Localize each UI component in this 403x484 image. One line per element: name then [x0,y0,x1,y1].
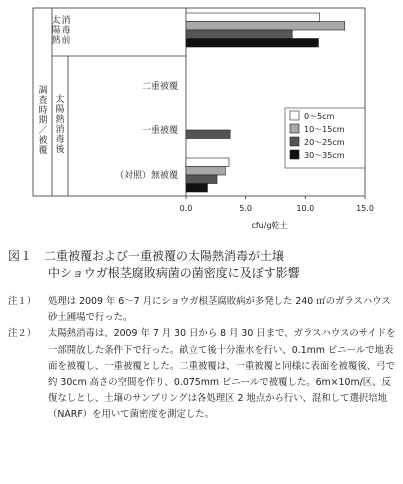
bar-1-0 [186,13,320,22]
legend-label-4: 30～35cm [304,151,345,160]
category-label-2: 一重被覆 [141,126,178,136]
bar-3-0 [186,30,292,39]
note-2 [8,326,396,423]
x-tick-label-2: 10.0 [296,204,315,213]
bar-1-3 [186,158,229,167]
group-label: 調査時期／被覆 [38,85,48,156]
category-label-3: （対照）無被覆 [114,171,178,181]
subgroup-label-before-2: 消毒前 [61,15,71,46]
x-tick-label-3: 15.0 [356,204,374,213]
caption-line-1: 図１ 二重被覆および一重被覆の太陽熱消毒が土壌 [8,249,285,263]
note-2-text: 太陽熱消毒は、2009 年 7 月 30 日から 8 月 30 日まで、ガラスハウスのサイドを一部開放した条件下で行った。畝立て後十分潅水を行い、0.1mm ビニールで地表面を被覆し、一重被覆とした。二重被覆は、一重被覆と同様に表面を被覆後、弓で約 30cm 高さの空間を作り、0.075mm ビニールで被覆した。6m×10m/区、反復なしとし、土壌のサンプリングは各処理区 2 地点から行い、混和して選択培地（NARF）を用いて菌密度を測定した。 [48,328,396,421]
bar-3-2 [186,130,230,139]
legend-label-3: 20～25cm [304,138,345,147]
category-label-1: 二重被覆 [141,82,178,92]
bar-4-0 [186,39,318,48]
note-1 [8,294,396,326]
x-tick-label-0: 0.0 [179,204,193,213]
legend [285,108,365,168]
note-1-text: 処理は 2009 年 6～7 月にショウガ根茎腐敗病が多発した 240 ㎡のガラスハウス砂土圃場で行った。 [48,296,391,324]
legend-swatch-4 [290,150,299,159]
bar-4-3 [186,184,207,193]
subgroup-label-after: 太陽熱消毒後 [55,94,65,155]
subgroup-label-before-1: 太陽熱 [51,15,61,46]
figure-caption [8,248,396,282]
bar-3-3 [186,175,217,184]
bar-2-0 [186,22,345,31]
note-1-tag: 注１） [8,296,37,307]
x-axis-label: cfu/g乾土 [251,221,288,230]
legend-swatch-3 [290,137,299,146]
legend-label-1: 0～5cm [304,112,335,121]
legend-swatch-2 [290,124,299,133]
bar-2-3 [186,167,225,176]
caption-line-2: 中ショウガ根茎腐敗病菌の菌密度に及ぼす影響 [48,266,300,280]
legend-label-2: 10～15cm [304,125,345,134]
x-tick-label-1: 5.0 [239,204,253,213]
note-2-tag: 注２） [8,328,37,340]
legend-swatch-1 [290,111,299,120]
notes [8,294,396,424]
